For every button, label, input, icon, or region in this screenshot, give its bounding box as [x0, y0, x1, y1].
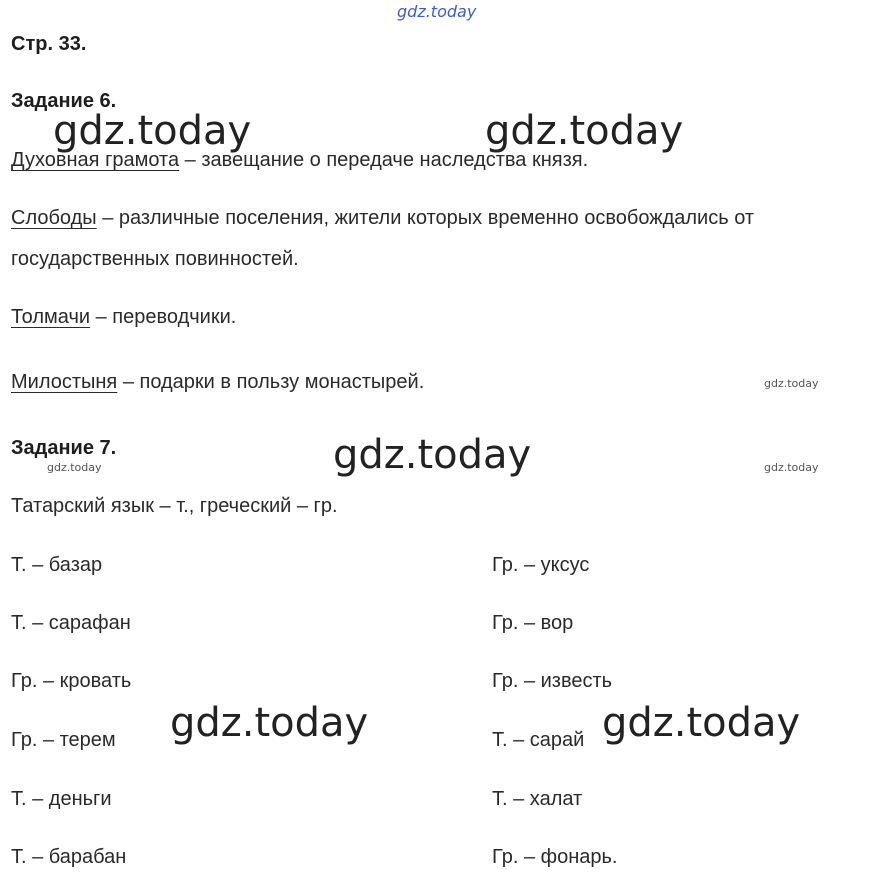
watermark-large: gdz.today	[53, 108, 252, 154]
definition-term: Слободы	[11, 207, 97, 229]
watermark-small: gdz.today	[47, 461, 102, 474]
watermark-large: gdz.today	[170, 700, 369, 746]
definition-text: – переводчики.	[90, 306, 237, 328]
task6-heading: Задание 6.	[11, 90, 117, 112]
definition-text: – подарки в пользу монастырей.	[117, 371, 425, 393]
word-origin-item: Т. – сарай	[492, 729, 585, 751]
word-origin-item: Т. – базар	[11, 554, 103, 576]
definition-term: Духовная грамота	[11, 149, 180, 171]
task7-intro: Татарский язык – т., греческий – гр.	[11, 495, 338, 517]
word-origin-item: Т. – барабан	[11, 846, 127, 868]
word-origin-item: Гр. – уксус	[492, 554, 590, 576]
watermark-large: gdz.today	[602, 700, 801, 746]
word-origin-item: Гр. – фонарь.	[492, 846, 618, 868]
definition-text: – завещание о передаче наследства князя.	[179, 149, 589, 171]
definition-continuation: государственных повинностей.	[11, 248, 299, 270]
word-origin-item: Т. – деньги	[11, 788, 112, 810]
definition-item	[11, 198, 754, 239]
watermark-large: gdz.today	[485, 108, 684, 154]
definition-term: Милостыня	[11, 371, 118, 393]
watermark-small: gdz.today	[764, 461, 819, 474]
watermark-small: gdz.today	[764, 377, 819, 390]
task7-heading: Задание 7.	[11, 437, 117, 459]
word-origin-item: Гр. – вор	[492, 612, 574, 634]
definition-item	[11, 297, 236, 338]
definition-text: – различные поселения, жители которых временно освобождались от	[96, 207, 755, 229]
watermark-large: gdz.today	[333, 432, 532, 478]
word-origin-item: Т. – сарафан	[11, 612, 131, 634]
definition-item	[11, 362, 424, 403]
definition-term: Толмачи	[11, 306, 91, 328]
word-origin-item: Гр. – терем	[11, 729, 116, 751]
word-origin-item: Т. – халат	[492, 788, 583, 810]
word-origin-item: Гр. – кровать	[11, 670, 132, 692]
page-label: Стр. 33.	[11, 33, 87, 55]
definition-item	[11, 140, 588, 181]
watermark-top: gdz.today	[397, 2, 477, 21]
word-origin-item: Гр. – известь	[492, 670, 613, 692]
